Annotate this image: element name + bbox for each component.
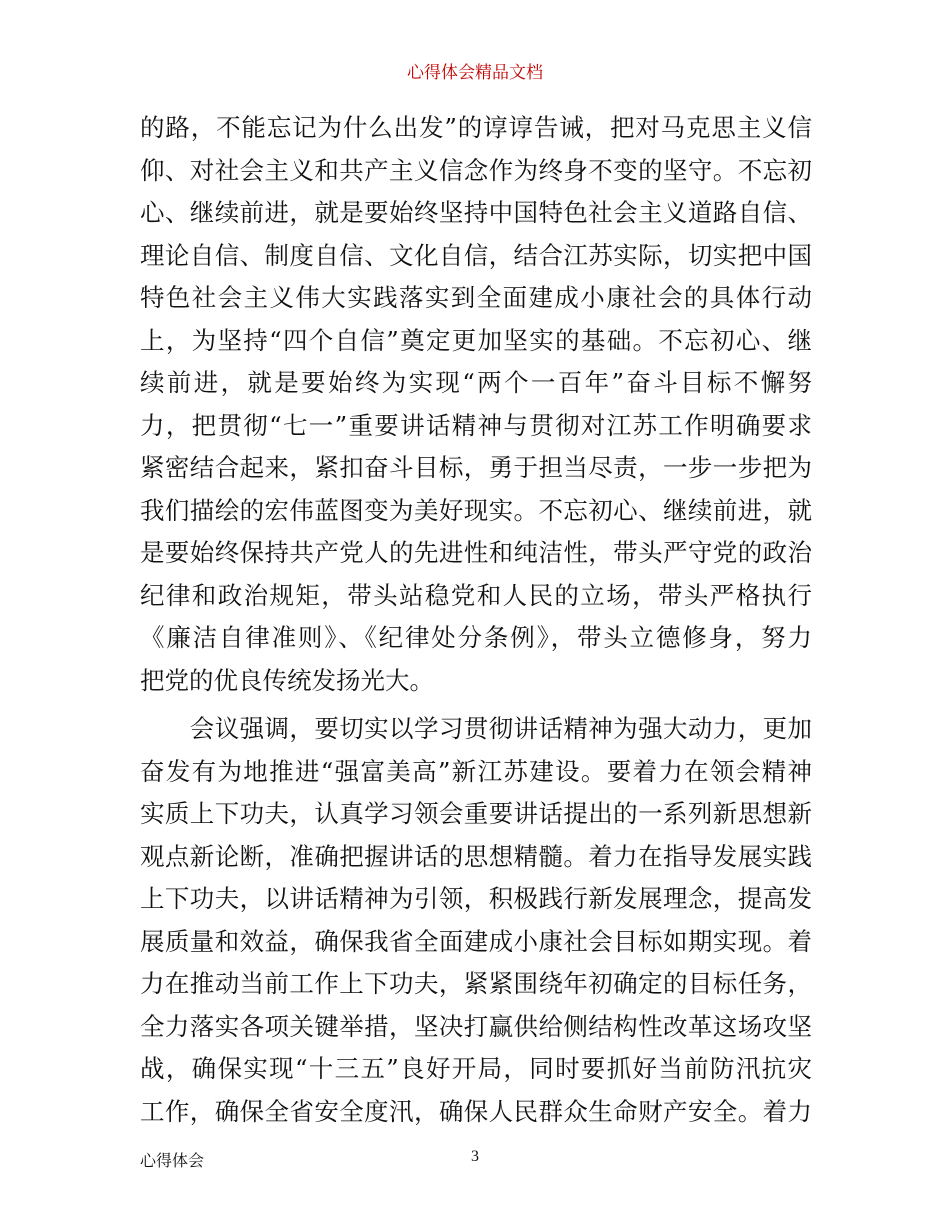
text-line: 力，把贯彻“七一”重要讲话精神与贯彻对江苏工作明确要求 (140, 410, 812, 440)
text-line: 特色社会主义伟大实践落实到全面建成小康社会的具体行动 (140, 283, 812, 312)
page-header-title: 心得体会精品文档 (407, 63, 543, 83)
paragraph (140, 708, 812, 1133)
text-line: 理论自信、制度自信、文化自信，结合江苏实际，切实把中国 (140, 240, 812, 270)
text-line: 上下功夫，以讲话精神为引领，积极践行新发展理念，提高发 (140, 884, 812, 913)
document-body (140, 107, 812, 1133)
page-number: 3 (471, 1148, 479, 1165)
text-line: 观点新论断，准确把握讲话的思想精髓。着力在指导发展实践 (140, 841, 812, 871)
text-line: 把党的优良传统发扬光大。 (140, 665, 434, 695)
text-line: 奋发有为地推进“强富美高”新江苏建设。要着力在领会精神 (140, 756, 812, 786)
text-line: 紧密结合起来，紧扣奋斗目标，勇于担当尽责，一步一步把为 (140, 453, 812, 482)
text-line: 力在推动当前工作上下功夫，紧紧围绕年初确定的目标任务， (140, 969, 812, 998)
text-line: 展质量和效益，确保我省全面建成小康社会目标如期实现。着 (140, 926, 812, 956)
text-line: 《廉洁自律准则》、《纪律处分条例》，带头立德修身，努力 (140, 623, 812, 652)
text-line: 的路，不能忘记为什么出发”的谆谆告诫，把对马克思主义信 (140, 113, 812, 142)
text-line: 实质上下功夫，认真学习领会重要讲话提出的一系列新思想新 (140, 799, 812, 828)
text-line: 续前进，就是要始终为实现“两个一百年”奋斗目标不懈努 (140, 368, 812, 397)
text-line: 是要始终保持共产党人的先进性和纯洁性，带头严守党的政治 (140, 538, 812, 567)
text-line: 纪律和政治规矩，带头站稳党和人民的立场，带头严格执行 (140, 580, 812, 610)
text-line: 上，为坚持“四个自信”奠定更加坚实的基础。不忘初心、继 (140, 325, 812, 355)
text-line: 心、继续前进，就是要始终坚持中国特色社会主义道路自信、 (140, 198, 812, 227)
paragraph (140, 107, 812, 702)
text-line: 全力落实各项关键举措，坚决打赢供给侧结构性改革这场攻坚 (140, 1011, 812, 1041)
text-line: 我们描绘的宏伟蓝图变为美好现实。不忘初心、继续前进，就 (140, 495, 812, 525)
text-line: 战，确保实现“十三五”良好开局，同时要抓好当前防汛抗灾 (140, 1054, 812, 1083)
text-line: 会议强调，要切实以学习贯彻讲话精神为强大动力，更加 (140, 714, 812, 743)
footer-label: 心得体会 (140, 1151, 205, 1170)
text-line: 工作，确保全省安全度汛，确保人民群众生命财产安全。着力 (140, 1096, 812, 1126)
text-line: 仰、对社会主义和共产主义信念作为终身不变的坚守。不忘初 (140, 155, 812, 185)
